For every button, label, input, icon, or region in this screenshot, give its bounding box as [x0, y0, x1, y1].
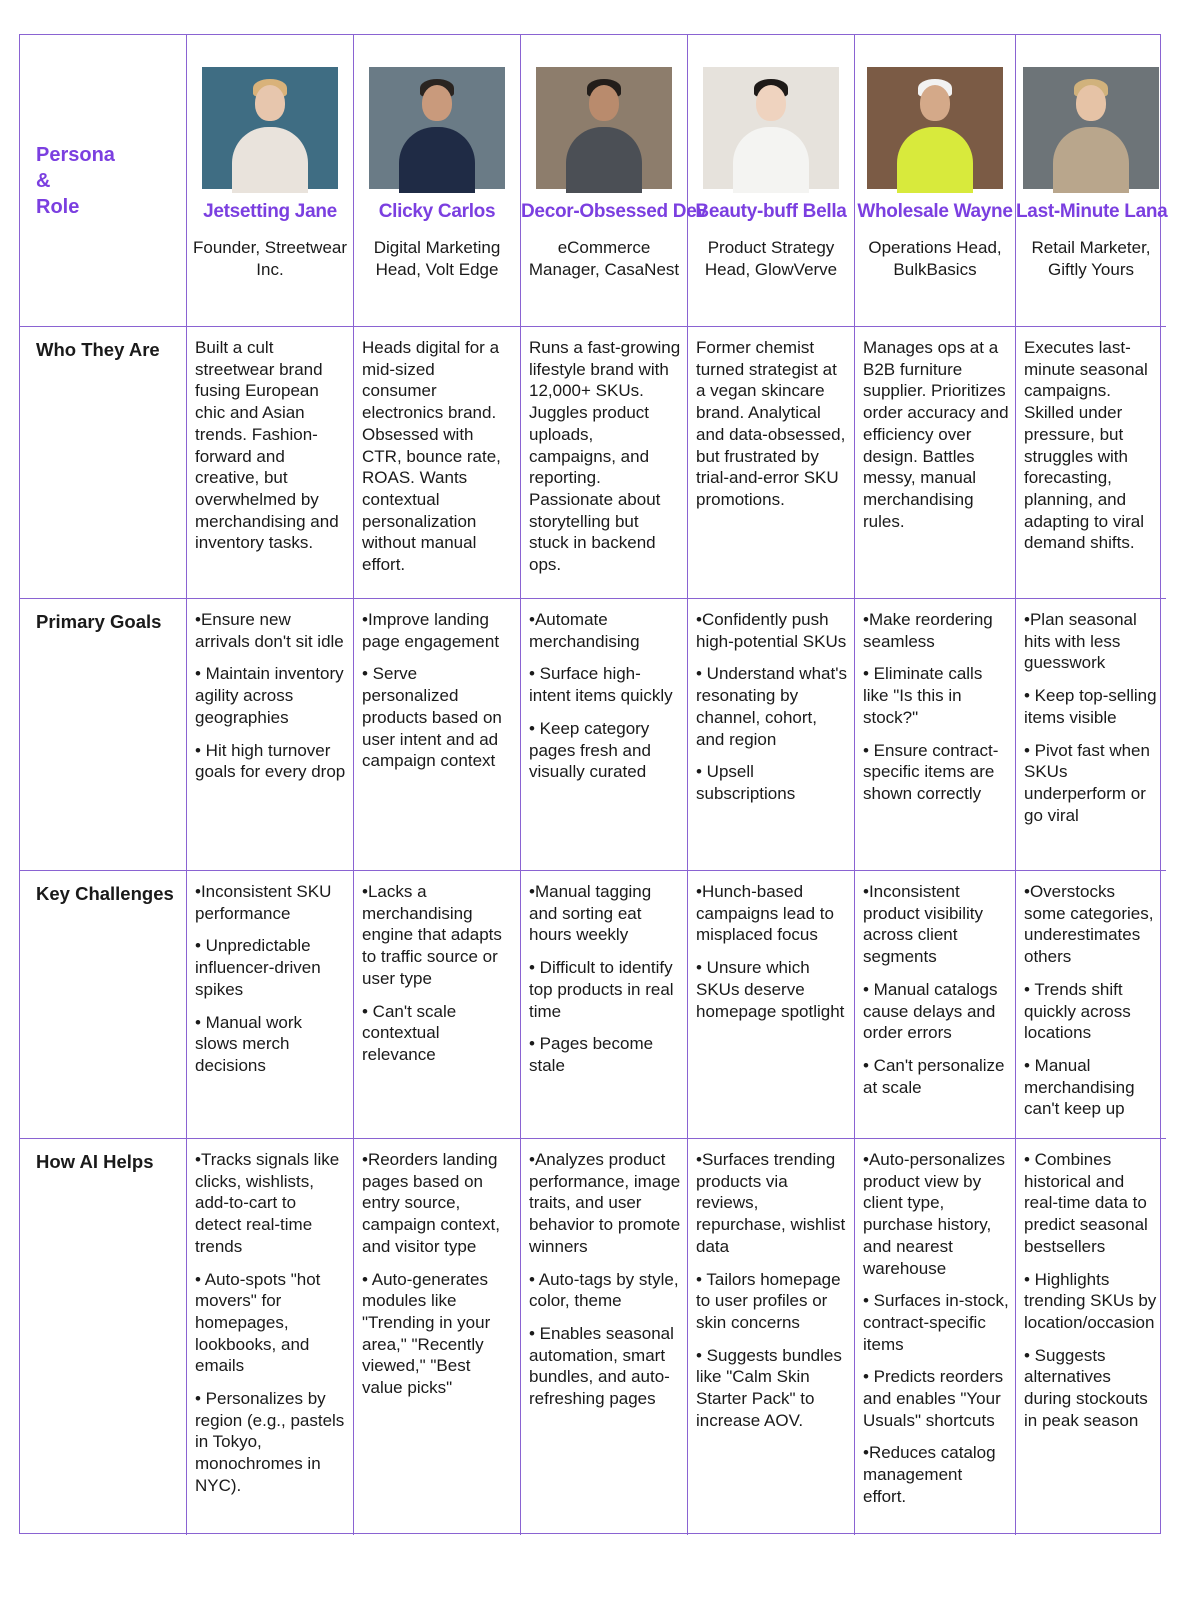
- persona-role: eCommerce Manager, CasaNest: [528, 238, 680, 279]
- persona-name: Last-Minute Lana: [1016, 201, 1168, 222]
- table-cell: [187, 327, 354, 599]
- cell-text: • Predicts reorders and enables "Your Usuals" shortcuts: [863, 1367, 1004, 1430]
- cell-text: •Plan seasonal hits with less guesswork: [1024, 610, 1137, 673]
- cell-text: • Unpredictable influencer-driven spikes: [195, 936, 321, 999]
- table-cell: [187, 599, 354, 871]
- cell-text: • Surface high-intent items quickly: [529, 664, 673, 706]
- cell-text: Built a cult streetwear brand fusing European chic and Asian trends. Fashion-forward and creative, but overwhelmed by merchandising and inventory tasks.: [195, 338, 339, 553]
- cell-text: • Combines historical and real-time data to predict seasonal bestsellers: [1024, 1150, 1148, 1256]
- cell-text: • Keep top-selling items visible: [1024, 686, 1157, 727]
- table-cell: [855, 327, 1016, 599]
- persona-header-cell: [521, 35, 707, 327]
- table-cell: [521, 871, 688, 1139]
- cell-text: • Hit high turnover goals for every drop: [195, 740, 346, 782]
- persona-photo: [536, 67, 672, 189]
- table-cell: [855, 1139, 1016, 1535]
- persona-photo: [202, 67, 338, 189]
- cell-text: • Ensure contract-specific items are shown correctly: [863, 740, 999, 803]
- cell-text: • Unsure which SKUs deserve homepage spotlight: [696, 958, 845, 1021]
- persona-photo: [369, 67, 505, 189]
- table-cell: [688, 1139, 855, 1535]
- persona-name: Clicky Carlos: [378, 201, 496, 222]
- cell-text: • Suggests alternatives during stockouts in peak season: [1024, 1345, 1148, 1430]
- cell-text: • Serve personalized products based on user intent and ad campaign context: [362, 664, 502, 771]
- cell-text: •Automate merchandising: [529, 610, 640, 651]
- table-cell: [1016, 1139, 1166, 1535]
- cell-text: •Inconsistent SKU performance: [195, 882, 332, 923]
- persona-role: Founder, Streetwear Inc.: [192, 238, 348, 279]
- persona-photo: [1023, 67, 1159, 189]
- cell-text: • Eliminate calls like "Is this in stock?": [863, 664, 983, 727]
- cell-text: • Tailors homepage to user profiles or skin concerns: [696, 1269, 841, 1332]
- table-cell: [354, 871, 521, 1139]
- corner-header-cell: [20, 35, 187, 327]
- cell-text: • Upsell subscriptions: [696, 762, 796, 803]
- cell-text: Runs a fast-growing lifestyle brand with 12,000+ SKUs. Juggles product uploads, campaigns, and reporting. Passionate about storytelling but stuck in backend ops.: [529, 338, 681, 575]
- cell-text: Former chemist turned strategist at a vegan skincare brand. Analytical and data-obsessed, but frustrated by trial-and-error SKU promotions.: [696, 338, 846, 509]
- cell-text: Manages ops at a B2B furniture supplier. Prioritizes order accuracy and efficiency over design. Battles messy, manual merchandising rules.: [863, 338, 1009, 531]
- persona-header-cell: [688, 35, 855, 327]
- cell-text: • Auto-generates modules like "Trending in your area," "Recently viewed," "Best value picks": [362, 1269, 491, 1398]
- table-cell: [688, 327, 855, 599]
- cell-text: • Suggests bundles like "Calm Skin Starter Pack" to increase AOV.: [696, 1345, 842, 1430]
- cell-text: •Improve landing page engagement: [362, 610, 500, 651]
- cell-text: • Manual merchandising can't keep up: [1024, 1055, 1135, 1119]
- persona-role: Operations Head, BulkBasics: [868, 238, 1002, 279]
- table-cell: [1016, 599, 1166, 871]
- persona-header-cell: [187, 35, 354, 327]
- cell-text: •Manual tagging and sorting eat hours weekly: [529, 882, 652, 945]
- cell-text: •Reorders landing pages based on entry source, campaign context, and visitor type: [362, 1150, 500, 1256]
- persona-header-cell: [354, 35, 521, 327]
- cell-text: • Surfaces in-stock, contract-specific items: [863, 1291, 1009, 1354]
- cell-text: •Analyzes product performance, image traits, and user behavior to promote winners: [529, 1150, 681, 1256]
- cell-text: •Lacks a merchandising engine that adapts to traffic source or user type: [362, 882, 502, 988]
- table-cell: [354, 1139, 521, 1535]
- table-cell: [855, 599, 1016, 871]
- table-cell: [354, 327, 521, 599]
- cell-text: •Hunch-based campaigns lead to misplaced focus: [696, 882, 834, 945]
- table-cell: [354, 599, 521, 871]
- corner-header-label: Persona & Role: [36, 143, 115, 218]
- cell-text: • Maintain inventory agility across geographies: [195, 664, 344, 727]
- persona-name: Decor-Obsessed Dev: [521, 201, 707, 222]
- cell-text: • Manual catalogs cause delays and order errors: [863, 979, 998, 1043]
- cell-text: Heads digital for a mid-sized consumer electronics brand. Obsessed with CTR, bounce rate, ROAS. Wants contextual personalization without manual effort.: [362, 338, 501, 575]
- row-header: Key Challenges: [20, 871, 187, 1139]
- cell-text: • Auto-tags by style, color, theme: [529, 1269, 679, 1311]
- persona-role: Retail Marketer, Giftly Yours: [1031, 238, 1151, 279]
- table-cell: [521, 327, 688, 599]
- cell-text: •Ensure new arrivals don't sit idle: [195, 610, 344, 651]
- table-cell: [688, 871, 855, 1139]
- persona-name: Jetsetting Jane: [203, 201, 337, 222]
- cell-text: •Surfaces trending products via reviews, repurchase, wishlist data: [696, 1150, 846, 1256]
- cell-text: •Tracks signals like clicks, wishlists, add-to-cart to detect real-time trends: [195, 1150, 340, 1256]
- persona-name: Wholesale Wayne: [857, 201, 1013, 222]
- cell-text: • Highlights trending SKUs by location/occasion: [1024, 1269, 1157, 1332]
- table-cell: [521, 1139, 688, 1535]
- cell-text: •Reduces catalog management effort.: [863, 1443, 996, 1506]
- cell-text: • Manual work slows merch decisions: [195, 1012, 303, 1075]
- cell-text: • Keep category pages fresh and visually curated: [529, 718, 651, 782]
- cell-text: • Can't personalize at scale: [863, 1055, 1005, 1097]
- row-header: How AI Helps: [20, 1139, 187, 1535]
- row-header: Primary Goals: [20, 599, 187, 871]
- cell-text: • Personalizes by region (e.g., pastels in Tokyo, monochromes in NYC).: [195, 1389, 345, 1495]
- table-cell: [855, 871, 1016, 1139]
- cell-text: • Trends shift quickly across locations: [1024, 979, 1131, 1043]
- persona-header-cell: [1016, 35, 1166, 327]
- table-cell: [688, 599, 855, 871]
- table-cell: [521, 599, 688, 871]
- persona-name: Beauty-buff Bella: [695, 201, 847, 222]
- cell-text: Executes last-minute seasonal campaigns. Skilled under pressure, but struggles with forecasting, planning, and adapting to viral demand shifts.: [1024, 338, 1148, 553]
- persona-role: Digital Marketing Head, Volt Edge: [373, 238, 501, 279]
- cell-text: • Pivot fast when SKUs underperform or go viral: [1024, 740, 1150, 825]
- persona-table: [19, 34, 1168, 1534]
- cell-text: •Confidently push high-potential SKUs: [696, 610, 847, 651]
- cell-text: •Auto-personalizes product view by client type, purchase history, and nearest warehouse: [863, 1150, 1006, 1278]
- persona-photo: [703, 67, 839, 189]
- table-cell: [187, 1139, 354, 1535]
- cell-text: • Pages become stale: [529, 1034, 654, 1075]
- cell-text: • Auto-spots "hot movers" for homepages, lookbooks, and emails: [195, 1269, 321, 1376]
- cell-text: • Enables seasonal automation, smart bundles, and auto-refreshing pages: [529, 1323, 674, 1409]
- cell-text: • Can't scale contextual relevance: [362, 1001, 457, 1064]
- row-header: Who They Are: [20, 327, 187, 599]
- cell-text: • Difficult to identify top products in real time: [529, 958, 674, 1021]
- cell-text: •Make reordering seamless: [863, 610, 993, 651]
- persona-header-cell: [855, 35, 1016, 327]
- table-cell: [1016, 327, 1166, 599]
- persona-photo: [867, 67, 1003, 189]
- table-cell: [1016, 871, 1166, 1139]
- cell-text: •Overstocks some categories, underestimates others: [1024, 882, 1154, 967]
- table-cell: [187, 871, 354, 1139]
- persona-role: Product Strategy Head, GlowVerve: [704, 238, 838, 279]
- cell-text: •Inconsistent product visibility across client segments: [863, 882, 983, 967]
- cell-text: • Understand what's resonating by channel, cohort, and region: [696, 664, 847, 749]
